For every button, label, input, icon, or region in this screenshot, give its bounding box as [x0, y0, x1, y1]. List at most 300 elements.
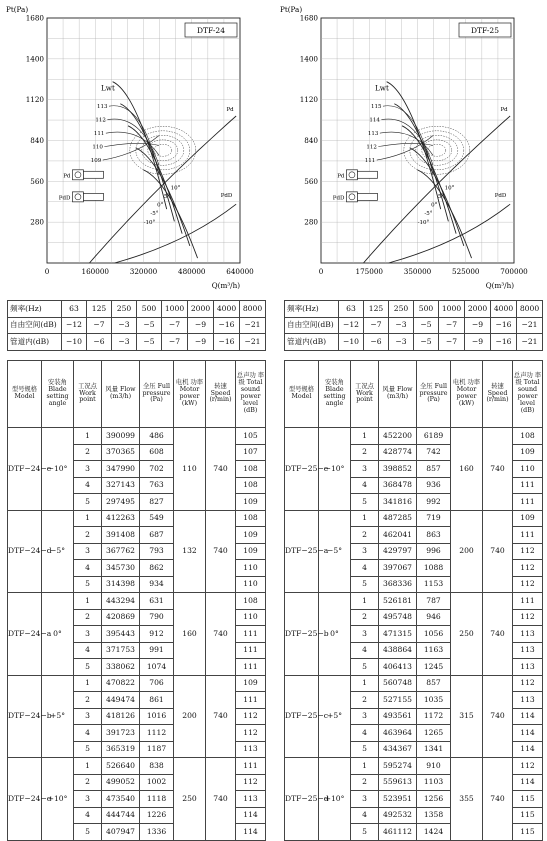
sound-cell: 112 — [236, 708, 266, 725]
pressure-cell: 6189 — [417, 428, 451, 445]
y-tick-label: 280 — [30, 217, 44, 227]
model-cell: DTF−24−a — [8, 593, 42, 676]
x-axis-label: Q(m³/h) — [211, 281, 240, 290]
lwt-label: Lwt — [101, 83, 115, 93]
x-tick-label: 480000 — [178, 267, 206, 276]
flow-cell: 406413 — [379, 659, 417, 676]
work-point-cell: 4 — [74, 642, 102, 659]
perf-header-cell: 转速 Speed (r/min) — [483, 361, 513, 428]
pressure-cell: 549 — [140, 510, 174, 527]
work-point-cell: 3 — [351, 791, 379, 808]
sound-cell: 111 — [236, 659, 266, 676]
fan-icon — [72, 192, 83, 202]
flow-cell: 398852 — [379, 461, 417, 478]
y-tick-label: 560 — [30, 176, 44, 186]
angle-label: 10° — [170, 185, 181, 192]
fan-curve — [128, 126, 182, 234]
pressure-cell: 1103 — [417, 774, 451, 791]
speed-cell: 740 — [483, 758, 513, 841]
efficiency-contour — [428, 144, 446, 156]
fan-curve — [402, 126, 456, 234]
pressure-cell: 1226 — [140, 807, 174, 824]
pressure-cell: 1341 — [417, 741, 451, 758]
perf-header-cell: 转速 Speed (r/min) — [206, 361, 236, 428]
work-point-cell: 1 — [74, 428, 102, 445]
pressure-cell: 1112 — [140, 725, 174, 742]
work-point-cell: 1 — [351, 758, 379, 775]
pressure-cell: 1265 — [417, 725, 451, 742]
flow-cell: 463964 — [379, 725, 417, 742]
pressure-cell: 1163 — [417, 642, 451, 659]
perf-row — [285, 758, 543, 775]
flow-cell: 314398 — [102, 576, 140, 593]
angle-label: 0° — [157, 202, 164, 209]
flow-cell: 487285 — [379, 510, 417, 527]
pressure-cell: 996 — [417, 543, 451, 560]
power-cell: 250 — [174, 758, 206, 841]
work-point-cell: 5 — [351, 659, 379, 676]
work-point-cell: 4 — [351, 560, 379, 577]
perf-row — [8, 593, 266, 610]
work-point-cell: 3 — [74, 791, 102, 808]
perf-header-cell: 型号规格 Model — [285, 361, 319, 428]
flow-cell: 471315 — [379, 626, 417, 643]
power-cell: 200 — [174, 675, 206, 758]
octave-header-cell: 2000 — [465, 301, 491, 318]
flow-cell: 341816 — [379, 494, 417, 511]
work-point-cell: 1 — [74, 675, 102, 692]
sound-cell: 111 — [513, 477, 543, 494]
octave-row — [8, 317, 266, 334]
y-axis-label: Pt(Pa) — [6, 5, 29, 14]
legend-pdd-label: PdD — [332, 195, 345, 202]
work-point-cell: 3 — [351, 461, 379, 478]
work-point-cell: 3 — [74, 543, 102, 560]
flow-cell: 429797 — [379, 543, 417, 560]
model-cell: DTF−24−d — [8, 510, 42, 593]
pressure-cell: 1056 — [417, 626, 451, 643]
pressure-cell: 857 — [417, 675, 451, 692]
work-point-cell: 1 — [351, 510, 379, 527]
flow-cell: 371753 — [102, 642, 140, 659]
y-tick-label: 840 — [30, 136, 44, 145]
model-cell: DTF−24−c — [8, 758, 42, 841]
flow-cell: 449474 — [102, 692, 140, 709]
octave-cell: −21 — [240, 317, 266, 334]
sound-cell: 114 — [513, 725, 543, 742]
pressure-cell: 1256 — [417, 791, 451, 808]
angle-label: 5° — [163, 194, 171, 201]
work-point-cell: 5 — [74, 576, 102, 593]
octave-cell: −12 — [62, 317, 87, 334]
octave-cell: −21 — [517, 317, 543, 334]
pdd-label: PdD — [494, 192, 507, 199]
performance-table-right — [284, 360, 543, 841]
flow-cell: 418126 — [102, 708, 140, 725]
flow-cell: 370365 — [102, 444, 140, 461]
pressure-cell: 687 — [140, 527, 174, 544]
speed-cell: 740 — [206, 510, 236, 593]
pressure-cell: 1172 — [417, 708, 451, 725]
angle-cell: −10° — [319, 428, 351, 511]
sound-cell: 114 — [236, 824, 266, 841]
sound-cell: 114 — [236, 807, 266, 824]
octave-cell: −5 — [137, 317, 162, 334]
flow-cell: 438864 — [379, 642, 417, 659]
sound-cell: 108 — [236, 593, 266, 610]
work-point-cell: 3 — [351, 543, 379, 560]
sound-cell: 108 — [236, 461, 266, 478]
pressure-cell: 486 — [140, 428, 174, 445]
sound-cell: 109 — [236, 675, 266, 692]
chart-title: DTF-25 — [471, 26, 499, 35]
y-tick-label: 1120 — [299, 95, 318, 105]
flow-cell: 345730 — [102, 560, 140, 577]
octave-header-cell: 63 — [62, 301, 87, 318]
y-tick-label: 840 — [304, 136, 318, 145]
x-tick-label: 0 — [318, 267, 324, 276]
octave-header-cell: 1000 — [439, 301, 465, 318]
flow-cell: 338062 — [102, 659, 140, 676]
work-point-cell: 1 — [74, 510, 102, 527]
lwt-curve — [381, 119, 433, 165]
octave-header-cell: 63 — [339, 301, 364, 318]
work-point-cell: 2 — [74, 774, 102, 791]
angle-label: 0° — [431, 202, 438, 209]
sound-cell: 109 — [236, 543, 266, 560]
octave-cell: −3 — [389, 334, 414, 351]
octave-cell: −3 — [389, 317, 414, 334]
octave-header-cell: 1000 — [162, 301, 188, 318]
work-point-cell: 5 — [351, 824, 379, 841]
y-tick-label: 1400 — [25, 54, 44, 64]
speed-cell: 740 — [206, 428, 236, 511]
fan-curve — [120, 104, 174, 222]
power-cell: 200 — [451, 510, 483, 593]
sound-cell: 112 — [513, 675, 543, 692]
work-point-cell: 2 — [74, 692, 102, 709]
x-tick-label: 700000 — [500, 267, 528, 276]
legend-pdd-label: PdD — [58, 195, 71, 202]
octave-cell: −10 — [62, 334, 87, 351]
pressure-cell: 702 — [140, 461, 174, 478]
sound-cell: 111 — [236, 692, 266, 709]
pressure-cell: 790 — [140, 609, 174, 626]
work-point-cell: 5 — [351, 494, 379, 511]
y-tick-label: 1400 — [299, 54, 318, 64]
work-point-cell: 2 — [351, 692, 379, 709]
flow-cell: 526640 — [102, 758, 140, 775]
octave-cell: 自由空间(dB) — [285, 317, 339, 334]
pd-label: Pd — [226, 107, 234, 114]
work-point-cell: 4 — [74, 477, 102, 494]
efficiency-contour — [410, 131, 464, 170]
flow-cell: 297495 — [102, 494, 140, 511]
pressure-cell: 910 — [417, 758, 451, 775]
octave-header-row — [8, 301, 266, 318]
sound-cell: 114 — [513, 708, 543, 725]
octave-cell: −9 — [188, 317, 214, 334]
efficiency-contour — [136, 131, 190, 170]
perf-header-cell: 全压 Full pressure (Pa) — [417, 361, 451, 428]
sound-cell: 112 — [513, 560, 543, 577]
flow-cell: 434367 — [379, 741, 417, 758]
flow-cell: 492532 — [379, 807, 417, 824]
lwt-value: 112 — [95, 117, 106, 124]
perf-row — [8, 675, 266, 692]
perf-header-cell: 风量 Flow (m3/h) — [102, 361, 140, 428]
flow-cell: 527155 — [379, 692, 417, 709]
pressure-cell: 1035 — [417, 692, 451, 709]
pressure-cell: 787 — [417, 593, 451, 610]
perf-header-cell: 安装角 Blade setting angle — [319, 361, 351, 428]
lwt-value: 109 — [90, 158, 102, 165]
angle-cell: 0° — [42, 593, 74, 676]
octave-cell: −7 — [162, 317, 188, 334]
octave-cell: −3 — [112, 317, 137, 334]
angle-label: 5° — [437, 194, 445, 201]
motor-icon — [83, 193, 103, 200]
pressure-cell: 1358 — [417, 807, 451, 824]
flow-cell: 367762 — [102, 543, 140, 560]
x-tick-label: 320000 — [129, 267, 158, 276]
lwt-value: 115 — [370, 104, 382, 111]
octave-table-left — [7, 300, 266, 351]
flow-cell: 470822 — [102, 675, 140, 692]
efficiency-contour — [154, 144, 172, 156]
octave-header-row — [285, 301, 543, 318]
pdd-label: PdD — [220, 192, 233, 199]
model-cell: DTF−24−e — [8, 428, 42, 511]
work-point-cell: 4 — [351, 477, 379, 494]
octave-header-cell: 8000 — [517, 301, 543, 318]
angle-cell: +5° — [319, 675, 351, 758]
motor-icon — [357, 193, 377, 200]
flow-cell: 420869 — [102, 609, 140, 626]
pressure-cell: 912 — [140, 626, 174, 643]
model-cell: DTF−25−d — [285, 758, 319, 841]
chart-dtf-24 — [0, 0, 273, 296]
speed-cell: 740 — [206, 675, 236, 758]
work-point-cell: 2 — [351, 774, 379, 791]
pressure-cell: 1336 — [140, 824, 174, 841]
flow-cell: 493561 — [379, 708, 417, 725]
power-cell: 160 — [451, 428, 483, 511]
pressure-cell: 1118 — [140, 791, 174, 808]
octave-cell: −3 — [112, 334, 137, 351]
perf-row — [8, 510, 266, 527]
octave-cell: −9 — [465, 334, 491, 351]
pressure-cell: 992 — [417, 494, 451, 511]
pressure-cell: 1245 — [417, 659, 451, 676]
sound-cell: 112 — [236, 774, 266, 791]
motor-icon — [357, 171, 377, 178]
flow-cell: 560748 — [379, 675, 417, 692]
speed-cell: 740 — [483, 428, 513, 511]
sound-cell: 110 — [236, 609, 266, 626]
sound-cell: 113 — [236, 741, 266, 758]
power-cell: 160 — [174, 593, 206, 676]
octave-cell: −7 — [439, 334, 465, 351]
angle-cell: +5° — [42, 675, 74, 758]
work-point-cell: 4 — [74, 725, 102, 742]
sound-cell: 108 — [236, 510, 266, 527]
work-point-cell: 3 — [74, 626, 102, 643]
angle-label: -5° — [150, 211, 159, 218]
work-point-cell: 3 — [74, 461, 102, 478]
octave-cell: 自由空间(dB) — [8, 317, 62, 334]
octave-cell: −12 — [339, 317, 364, 334]
flow-cell: 368336 — [379, 576, 417, 593]
x-tick-label: 175000 — [355, 267, 383, 276]
flow-cell: 407947 — [102, 824, 140, 841]
flow-cell: 559613 — [379, 774, 417, 791]
work-point-cell: 4 — [74, 807, 102, 824]
pressure-cell: 857 — [417, 461, 451, 478]
sound-cell: 112 — [236, 725, 266, 742]
sound-cell: 110 — [236, 576, 266, 593]
sound-cell: 108 — [236, 477, 266, 494]
perf-row — [285, 593, 543, 610]
fan-icon — [346, 170, 357, 180]
octave-table-right — [284, 300, 543, 351]
speed-cell: 740 — [206, 758, 236, 841]
model-cell: DTF−25−e — [285, 428, 319, 511]
x-axis-label: Q(m³/h) — [485, 281, 514, 290]
octave-header-cell: 4000 — [214, 301, 240, 318]
octave-cell: −5 — [414, 334, 439, 351]
sound-cell: 111 — [236, 642, 266, 659]
lwt-value: 111 — [93, 131, 105, 138]
sound-cell: 113 — [513, 692, 543, 709]
sound-cell: 111 — [513, 527, 543, 544]
angle-label: -5° — [424, 211, 433, 218]
power-cell: 315 — [451, 675, 483, 758]
angle-label: -10° — [143, 219, 156, 226]
sound-cell: 112 — [513, 609, 543, 626]
power-cell: 355 — [451, 758, 483, 841]
perf-header-cell: 工况点 Work point — [74, 361, 102, 428]
work-point-cell: 2 — [74, 609, 102, 626]
work-point-cell: 2 — [351, 609, 379, 626]
sound-cell: 105 — [236, 428, 266, 445]
sound-cell: 111 — [236, 626, 266, 643]
octave-cell: −5 — [137, 334, 162, 351]
work-point-cell: 2 — [74, 527, 102, 544]
model-cell: DTF−25−a — [285, 510, 319, 593]
lwt-value: 113 — [367, 131, 379, 138]
angle-label: 10° — [444, 185, 455, 192]
fan-curve — [394, 104, 448, 222]
pressure-cell: 936 — [417, 477, 451, 494]
sound-cell: 115 — [513, 824, 543, 841]
perf-header-cell: 电机 功率 Motor power (kW) — [174, 361, 206, 428]
octave-header-cell: 2000 — [188, 301, 214, 318]
octave-cell: −6 — [87, 334, 112, 351]
flow-cell: 428774 — [379, 444, 417, 461]
octave-header-cell: 频率(Hz) — [8, 301, 62, 318]
pressure-cell: 934 — [140, 576, 174, 593]
flow-cell: 462041 — [379, 527, 417, 544]
pressure-cell: 793 — [140, 543, 174, 560]
work-point-cell: 5 — [74, 494, 102, 511]
perf-row — [8, 758, 266, 775]
chart-dtf-25 — [274, 0, 547, 296]
sound-cell: 113 — [513, 659, 543, 676]
work-point-cell: 4 — [74, 560, 102, 577]
octave-cell: −5 — [414, 317, 439, 334]
x-tick-label: 640000 — [226, 267, 254, 276]
octave-cell: 管道内(dB) — [8, 334, 62, 351]
pressure-cell: 838 — [140, 758, 174, 775]
octave-cell: −9 — [188, 334, 214, 351]
flow-cell: 444744 — [102, 807, 140, 824]
perf-row — [285, 675, 543, 692]
pressure-cell: 946 — [417, 609, 451, 626]
flow-cell: 347990 — [102, 461, 140, 478]
motor-icon — [83, 171, 103, 178]
sound-cell: 111 — [236, 758, 266, 775]
pressure-cell: 608 — [140, 444, 174, 461]
sound-cell: 114 — [513, 741, 543, 758]
flow-cell: 495748 — [379, 609, 417, 626]
flow-cell: 395443 — [102, 626, 140, 643]
octave-row — [8, 334, 266, 351]
work-point-cell: 5 — [74, 659, 102, 676]
perf-header-cell: 工况点 Work point — [351, 361, 379, 428]
pressure-cell: 631 — [140, 593, 174, 610]
x-tick-label: 525000 — [452, 267, 480, 276]
speed-cell: 740 — [483, 675, 513, 758]
octave-header-cell: 8000 — [240, 301, 266, 318]
octave-cell: 管道内(dB) — [285, 334, 339, 351]
octave-header-cell: 500 — [137, 301, 162, 318]
fan-icon — [346, 192, 357, 202]
lwt-label: Lwt — [375, 83, 389, 93]
work-point-cell: 1 — [74, 758, 102, 775]
pressure-cell: 1016 — [140, 708, 174, 725]
pressure-cell: 991 — [140, 642, 174, 659]
perf-header-row — [285, 361, 543, 428]
pressure-cell: 1074 — [140, 659, 174, 676]
sound-cell: 115 — [513, 791, 543, 808]
sound-cell: 112 — [513, 543, 543, 560]
sound-cell: 112 — [513, 576, 543, 593]
sound-cell: 109 — [513, 510, 543, 527]
perf-row — [285, 510, 543, 527]
flow-cell: 391723 — [102, 725, 140, 742]
y-tick-label: 560 — [304, 176, 318, 186]
work-point-cell: 1 — [351, 675, 379, 692]
work-point-cell: 1 — [351, 593, 379, 610]
flow-cell: 461112 — [379, 824, 417, 841]
octave-header-cell: 4000 — [491, 301, 517, 318]
performance-table-left — [7, 360, 266, 841]
work-point-cell: 1 — [74, 593, 102, 610]
speed-cell: 740 — [483, 593, 513, 676]
model-cell: DTF−24−b — [8, 675, 42, 758]
octave-cell: −7 — [364, 317, 389, 334]
perf-header-cell: 总声功 率级 Total sound power level (dB) — [513, 361, 543, 428]
angle-cell: 0° — [319, 593, 351, 676]
flow-cell: 452200 — [379, 428, 417, 445]
pressure-cell: 1088 — [417, 560, 451, 577]
legend-pd-label: Pd — [337, 173, 345, 180]
work-point-cell: 1 — [351, 428, 379, 445]
model-cell: DTF−25−c — [285, 675, 319, 758]
legend-pd-label: Pd — [63, 173, 71, 180]
work-point-cell: 4 — [351, 642, 379, 659]
